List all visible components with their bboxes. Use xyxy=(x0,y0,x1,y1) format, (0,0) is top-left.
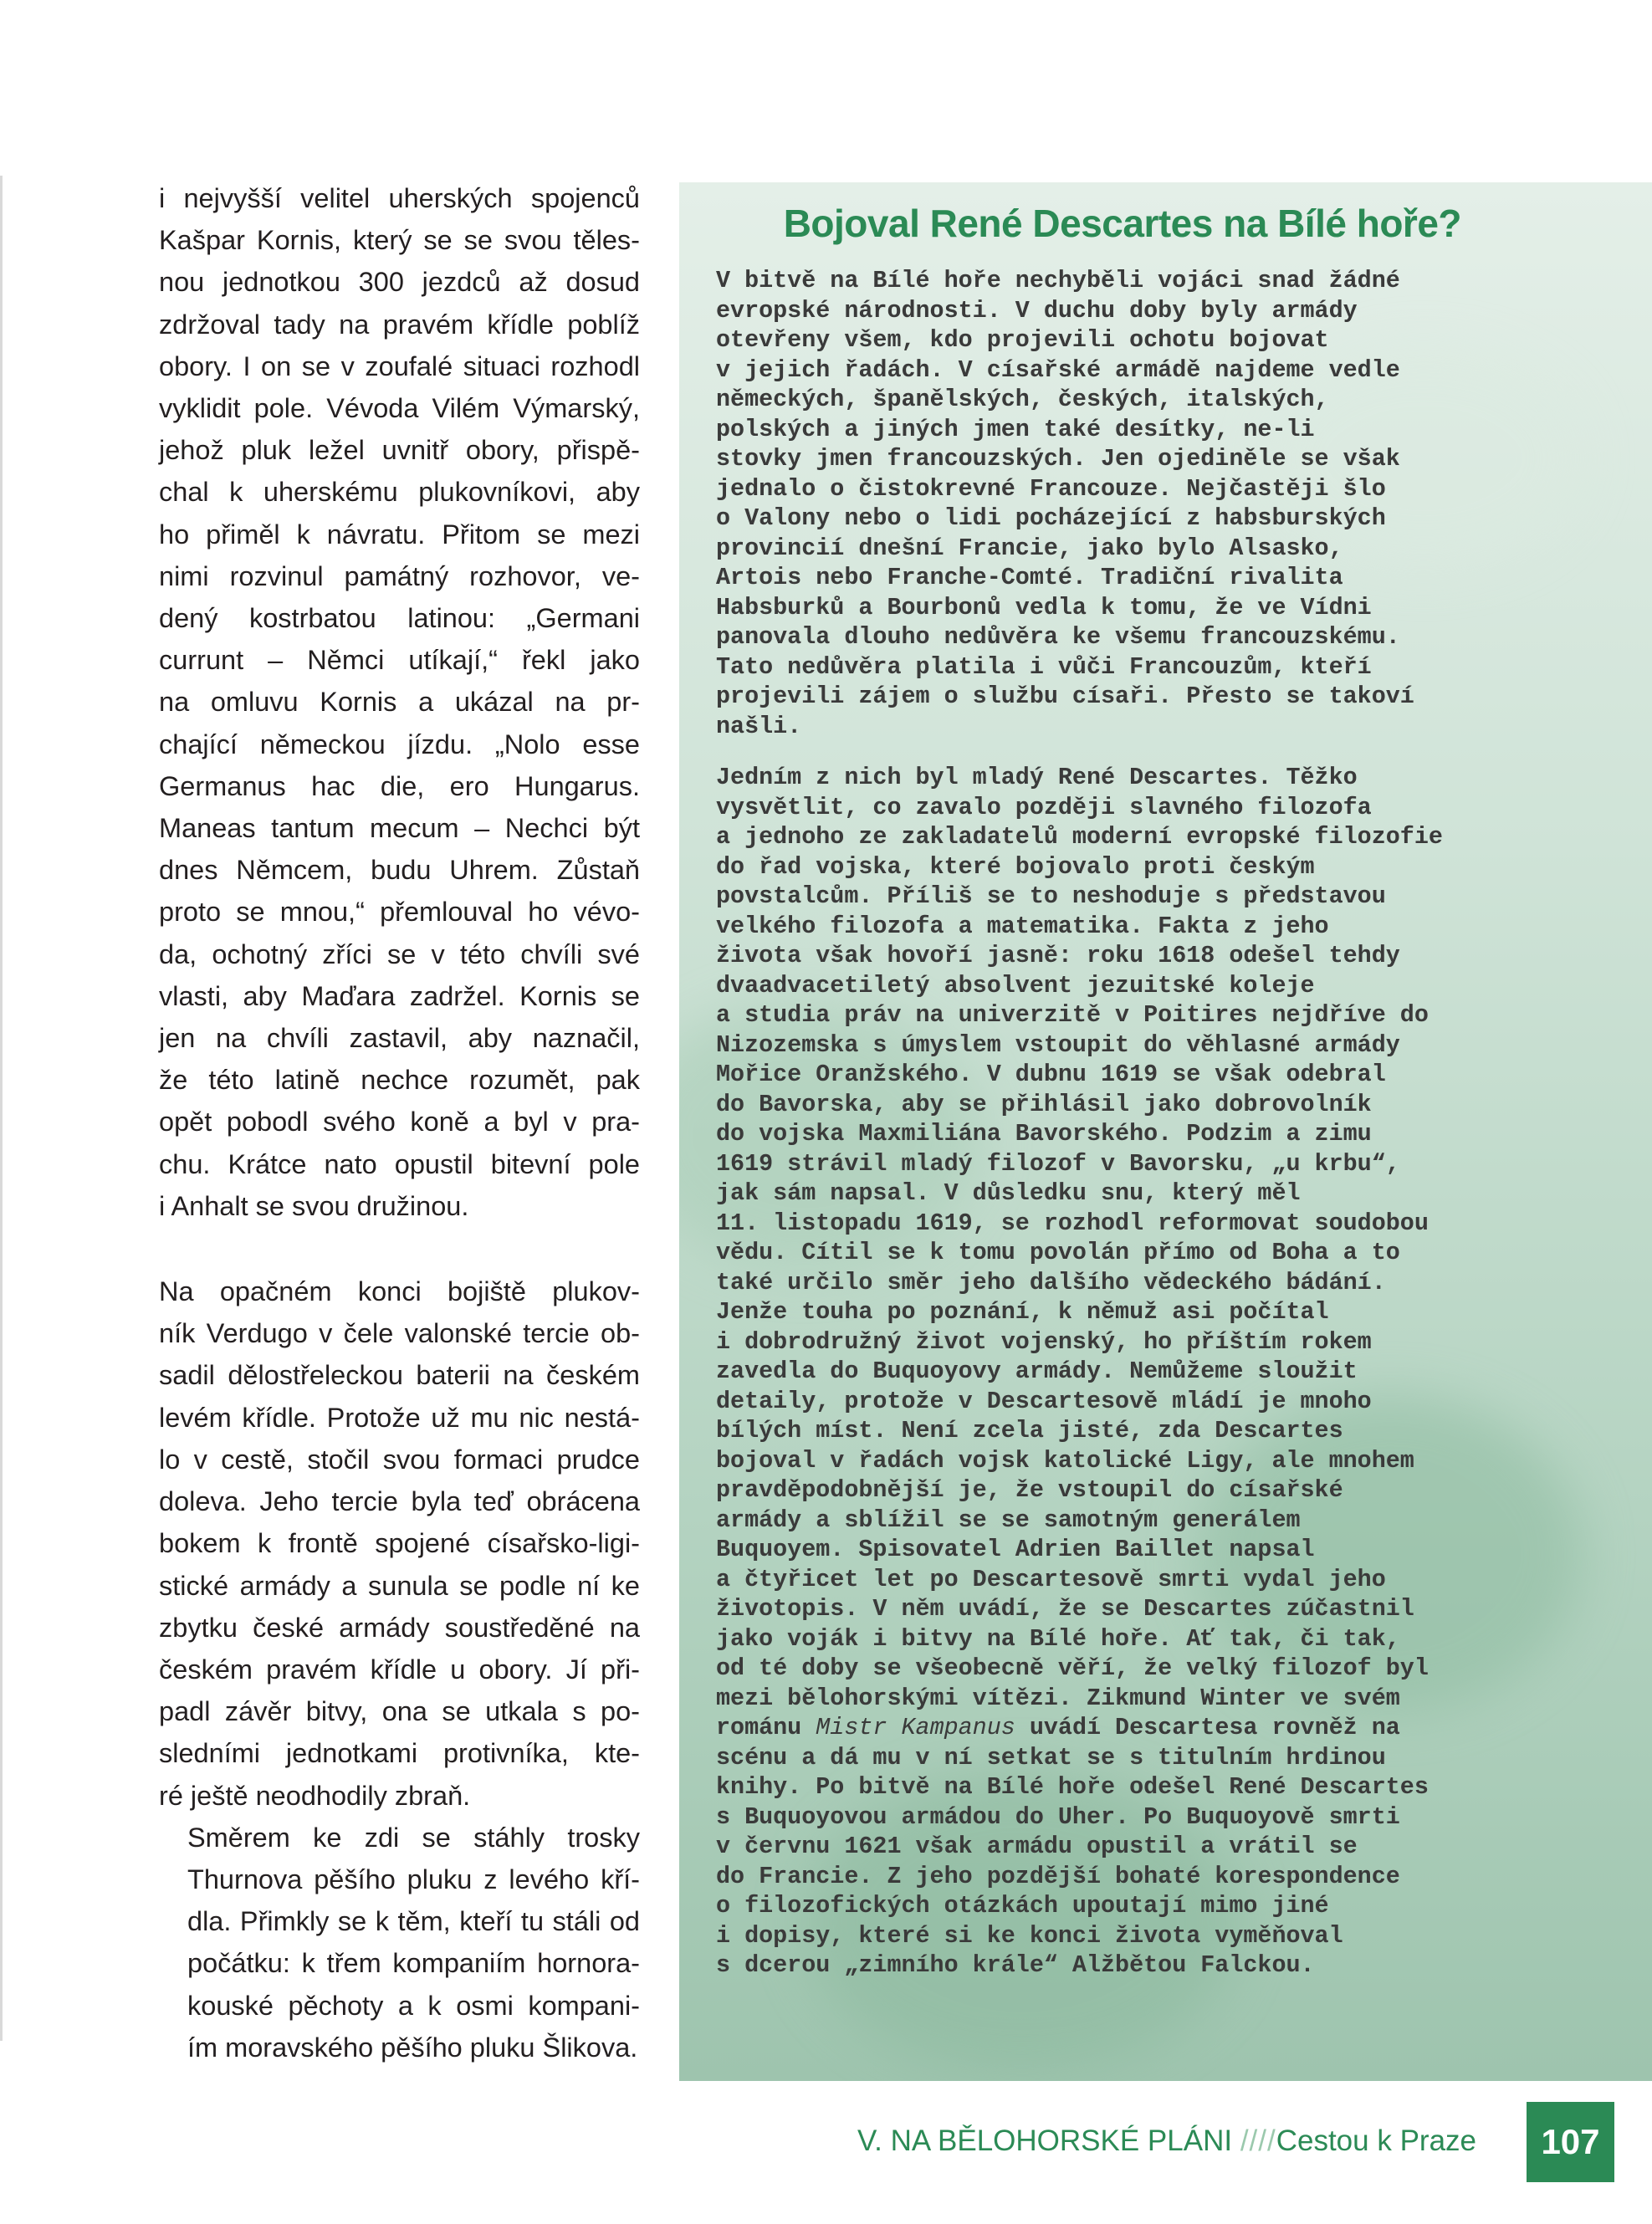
text-line: ré ještě neodhodily zbraň. xyxy=(159,1780,471,1811)
text-line: vyklidit pole. Vévoda Vilém Výmarský, xyxy=(159,393,640,424)
text-line: i Anhalt se svou družinou. xyxy=(159,1190,469,1221)
main-text-column xyxy=(159,177,640,2068)
sidebar-paragraph-2 xyxy=(716,763,1469,1981)
text-line: že této latině nechce rozumět, pak xyxy=(159,1065,640,1096)
text-line: chající německou jízdu. „Nolo esse xyxy=(159,729,640,759)
sidebar-paragraph-2-part-2: uvádí Descartesa rovněž na scénu a dá mu v ní setkat se s titulním hrdinou knihy. Po bitvě na Bílé hoře odešel René Descartes s Buquoyovou armádou do Uher. Po Buquoyově smrti v červnu 1621 však armádu opustil a vrátil se do Francie. Z jeho pozdější bohaté korespondence o filozofických otázkách upoutají mimo jiné i dopisy, které si ke konci života vyměňoval s dcerou „zimního krále“ Alžbětou Falckou. xyxy=(716,1714,1429,1979)
text-line: nou jednotkou 300 jezdců až dosud xyxy=(159,267,640,298)
text-line: jehož pluk ležel uvnitř obory, přispě- xyxy=(159,435,640,466)
text-line: lo v cestě, stočil svou formaci prudce xyxy=(159,1444,640,1475)
footer-section: Cestou k Praze xyxy=(1276,2124,1476,2157)
sidebar-body xyxy=(716,266,1469,1981)
text-line: ím moravského pěšího pluku Šlikova. xyxy=(187,2032,638,2063)
text-line: sledními jednotkami protivníka, kte- xyxy=(159,1738,640,1769)
text-line: počátku: k třem kompaniím hornora- xyxy=(187,1948,640,1979)
text-line: Směrem ke zdi se stáhly trosky xyxy=(187,1822,640,1853)
sidebar-box xyxy=(679,182,1652,2081)
text-line: sadil dělostřeleckou baterii na českém xyxy=(159,1360,640,1391)
text-line: da, ochotný zříci se v této chvíli své xyxy=(159,938,640,969)
paragraph-3 xyxy=(159,1817,640,2068)
footer-chapter: V. NA BĚLOHORSKÉ PLÁNI xyxy=(857,2124,1233,2157)
text-line: jen na chvíli zastavil, aby naznačil, xyxy=(159,1023,640,1054)
text-line: dla. Přimkly se k těm, kteří tu stáli od xyxy=(187,1906,640,1937)
text-line: zdržoval tady na pravém křídle poblíž xyxy=(159,309,640,340)
text-line: obory. I on se v zoufalé situaci rozhodl xyxy=(159,350,640,381)
sidebar-paragraph-2-part-1: Jedním z nich byl mladý René Descartes. Těžko vysvětlit, co zavalo později slavného filozofa a jednoho ze zakladatelů moderní evropské filozofie do řad vojska, které bojovalo proti českým povstalcům. Příliš se to neshoduje s představou velkého filozofa a matematika. Fakta z jeho života však hovoří jasně: roku 1618 odešel tehdy dvaadvacetiletý absolvent jezuitské koleje a studia práv na univerzitě v Poitires nejdříve do Nizozemska s úmyslem vstoupit do věhlasné armády Mořice Oranžského. V dubnu 1619 se však odebral do Bavorska, aby se přihlásil jako dobrovolník do vojska Maxmiliána Bavorského. Podzim a zimu 1619 strávil mladý filozof v Bavorsku, „u krbu“, jak sám napsal. V důsledku snu, který měl 11. listopadu 1619, se rozhodl reformovat soudobou vědu. Cítil se k tomu povolán přímo od Boha a to také určilo směr jeho dalšího vědeckého bádání. Jenže touha po poznání, k němuž asi počítal i dobrodružný život vojenský, ho příštím rokem zavedla do Buquoyovy armády. Nemůžeme sloužit detaily, protože v Descartesově mládí je mnoho bílých míst. Není zcela jisté, zda Descartes bojoval v řadách vojsk katolické Ligy, ale mnohem pravděpodobnější je, že vstoupil do císařské armády a sblížil se se samotným generálem Buquoyem. Spisovatel Adrien Baillet napsal a čtyřicet let po Descartesově smrti vydal jeho životopis. V něm uvádí, že se Descartes zúčastnil jako voják i bitvy na Bílé hoře. Ať tak, či tak, od té doby se všeobecně věří, že velký filozof byl mezi bělohorskými vítězi. Zikmund Winter ve svém románu xyxy=(716,764,1443,1741)
paragraph-1 xyxy=(159,177,640,1227)
text-line: i nejvyšší velitel uherských spojenců xyxy=(159,183,640,213)
sidebar-paragraph-1: V bitvě na Bílé hoře nechyběli vojáci snad žádné evropské národnosti. V duchu doby byly armády otevřeny všem, kdo projevili ochotu bojovat v jejich řadách. V císařské armádě najdeme vedle německých, španělských, českých, italských, polských a jiných jmen také desítky, ne-li stovky jmen francouzských. Jen ojediněle se však jednalo o čistokrevné Francouze. Nejčastěji šlo o Valony nebo o lidi pocházející z habsburských provincií dnešní Francie, jako bylo Alsasko, Artois nebo Franche-Comté. Tradiční rivalita Habsburků a Bourbonů vedla k tomu, že ve Vídni panovala dlouho nedůvěra ke všemu francouzskému. Tato nedůvěra platila i vůči Francouzům, kteří projevili zájem o službu císaři. Přesto se takoví našli. xyxy=(716,267,1414,740)
page-number: 107 xyxy=(1527,2102,1614,2182)
sidebar-title: Bojoval René Descartes na Bílé hoře? xyxy=(783,202,1461,245)
text-line: ho přiměl k návratu. Přitom se mezi xyxy=(159,519,640,550)
text-line: Na opačném konci bojiště plukov- xyxy=(159,1276,640,1307)
text-line: proto se mnou,“ přemlouval ho vévo- xyxy=(159,897,640,928)
text-line: zbytku české armády soustředěné na xyxy=(159,1612,640,1643)
footer-separator: //// xyxy=(1240,2124,1276,2157)
book-title: Mistr Kampanus xyxy=(816,1714,1015,1741)
text-line: českém pravém křídle u obory. Jí při- xyxy=(159,1654,640,1685)
text-line: Thurnova pěšího pluku z levého kří- xyxy=(187,1864,640,1894)
text-line: dnes Němcem, budu Uhrem. Zůstaň xyxy=(159,855,640,886)
text-line: stické armády a sunula se podle ní ke xyxy=(159,1570,640,1601)
text-line: Kašpar Kornis, který se se svou těles- xyxy=(159,225,640,256)
text-line: levém křídle. Protože už mu nic nestá- xyxy=(159,1402,640,1433)
text-line: ník Verdugo v čele valonské tercie ob- xyxy=(159,1318,640,1349)
text-line: Germanus hac die, ero Hungarus. xyxy=(159,770,640,801)
running-footer xyxy=(857,2124,1476,2158)
text-line: chal k uherskému plukovníkovi, aby xyxy=(159,477,640,508)
text-line: bokem k frontě spojené císařsko-ligi- xyxy=(159,1528,640,1559)
text-line: nimi rozvinul památný rozhovor, ve- xyxy=(159,560,640,591)
text-line: Maneas tantum mecum – Nechci být xyxy=(159,813,640,844)
text-line: opět pobodl svého koně a byl v pra- xyxy=(159,1107,640,1138)
text-line: currunt – Němci utíkají,“ řekl jako xyxy=(159,645,640,676)
text-line: na omluvu Kornis a ukázal na pr- xyxy=(159,687,640,718)
text-line: doleva. Jeho tercie byla teď obrácena xyxy=(159,1486,640,1517)
text-line: kouské pěchoty a k osmi kompani- xyxy=(187,1990,640,2021)
text-line: dený kostrbatou latinou: „Germani xyxy=(159,603,640,634)
text-line: chu. Krátce nato opustil bitevní pole xyxy=(159,1148,640,1179)
text-line: padl závěr bitvy, ona se utkala s po- xyxy=(159,1696,640,1727)
text-line: vlasti, aby Maďara zadržel. Kornis se xyxy=(159,980,640,1011)
paragraph-2 xyxy=(159,1270,640,1817)
left-margin-rule xyxy=(0,176,3,2041)
